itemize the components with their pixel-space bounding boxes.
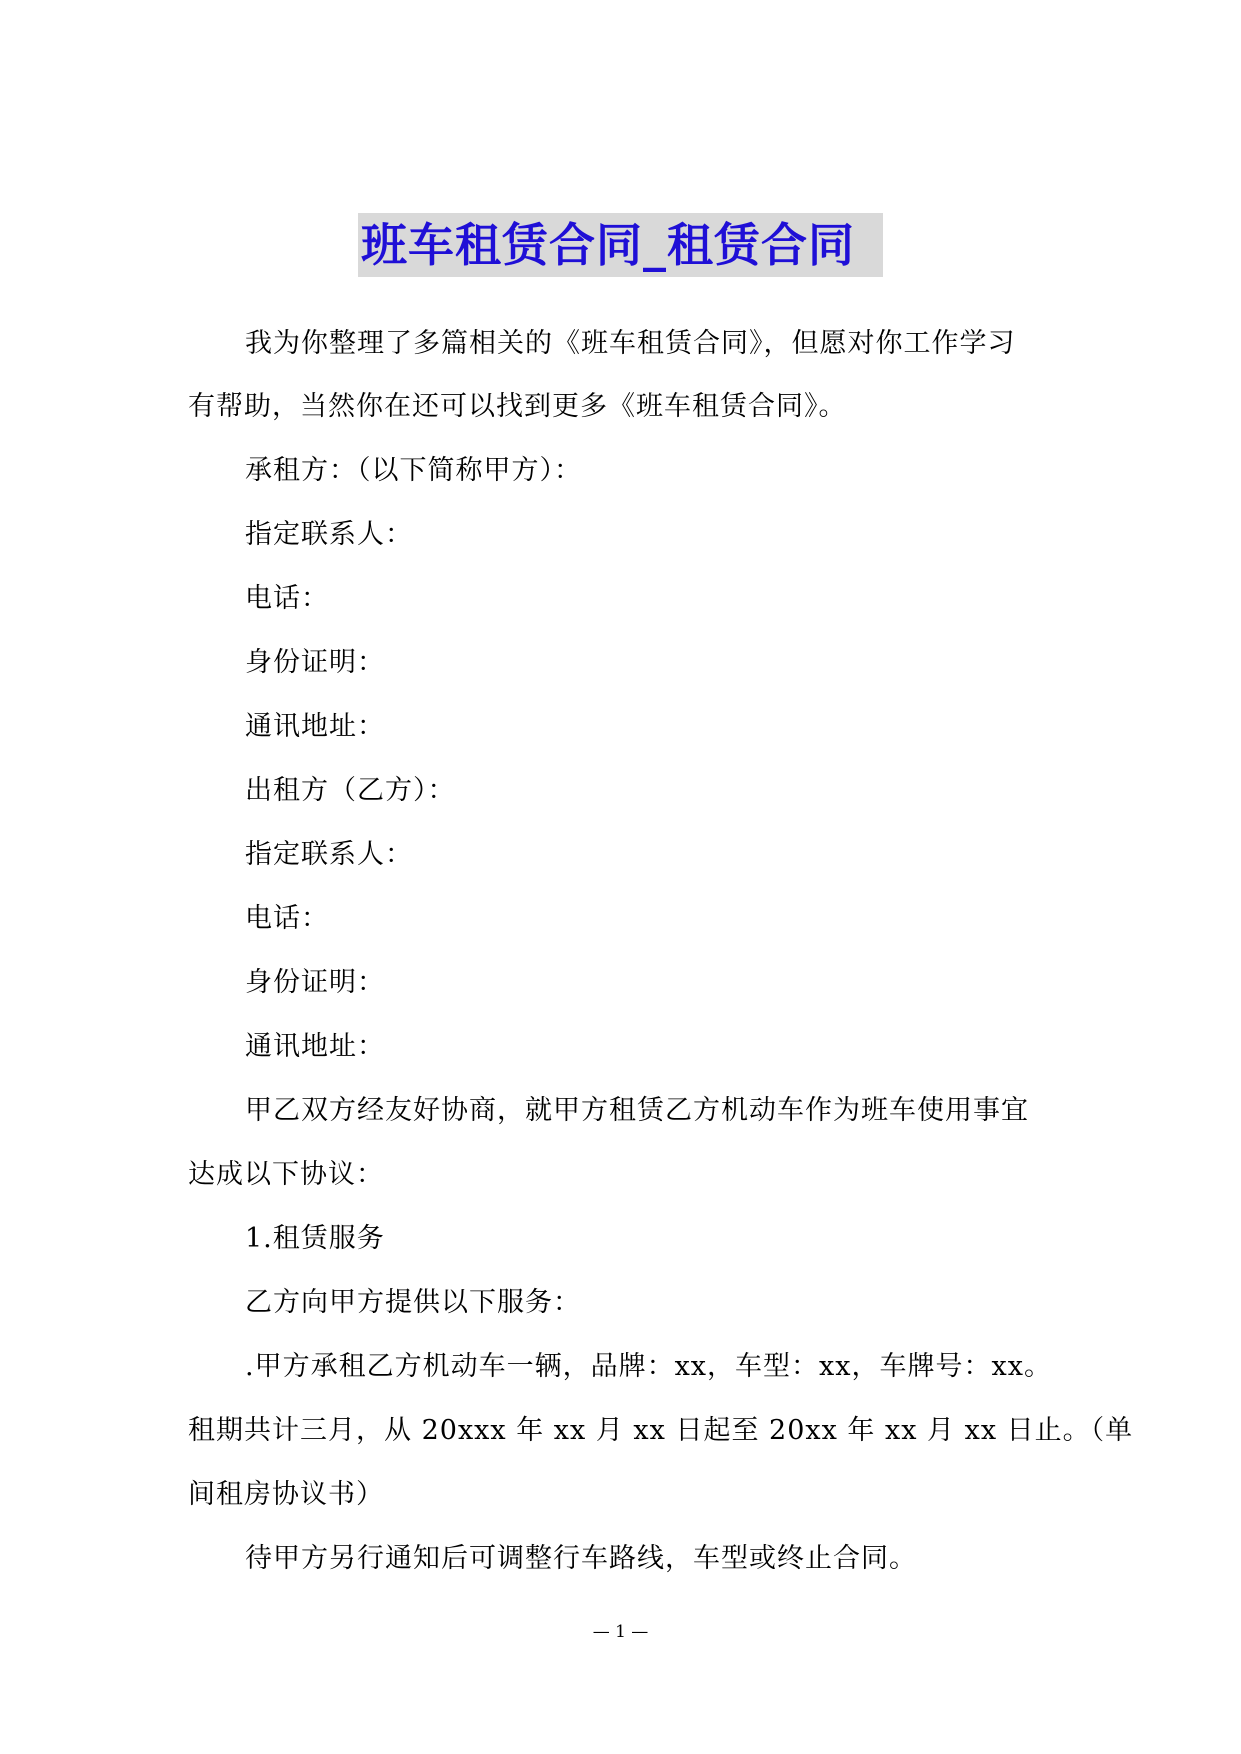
paragraph-line: 间租房协议书） bbox=[188, 1479, 384, 1510]
paragraph-line: 承租方：（以下简称甲方）： bbox=[245, 455, 582, 486]
document-title: 班车租赁合同_租赁合同 bbox=[358, 213, 883, 277]
paragraph-line: 达成以下协议： bbox=[188, 1159, 384, 1190]
paragraph-line: 电话： bbox=[245, 903, 329, 934]
title-container bbox=[0, 213, 1241, 277]
paragraph-line: 有帮助，当然你在还可以找到更多《班车租赁合同》。 bbox=[188, 391, 847, 422]
paragraph-line: 通讯地址： bbox=[245, 711, 385, 742]
paragraph-line: 乙方向甲方提供以下服务： bbox=[245, 1287, 581, 1318]
paragraph-line: 指定联系人： bbox=[245, 839, 413, 870]
page-number: — 1 — bbox=[592, 1622, 649, 1642]
paragraph-line: 出租方（乙方）： bbox=[245, 775, 456, 806]
paragraph-line: 通讯地址： bbox=[245, 1031, 385, 1062]
paragraph-line: 电话： bbox=[245, 583, 329, 614]
paragraph-line: 1.租赁服务 bbox=[245, 1223, 385, 1254]
paragraph-line: 身份证明： bbox=[245, 647, 385, 678]
paragraph-line: 指定联系人： bbox=[245, 519, 413, 550]
paragraph-line: .甲方承租乙方机动车一辆，品牌：xx，车型：xx，车牌号：xx。 bbox=[245, 1351, 1052, 1382]
paragraph-line: 甲乙双方经友好协商，就甲方租赁乙方机动车作为班车使用事宜 bbox=[245, 1095, 1029, 1126]
paragraph-line: 租期共计三月，从 20xxx 年 xx 月 xx 日起至 20xx 年 xx 月 xx 日止。（单 bbox=[188, 1415, 1134, 1446]
paragraph-line: 我为你整理了多篇相关的《班车租赁合同》，但愿对你工作学习 bbox=[245, 328, 1016, 359]
paragraph-line: 身份证明： bbox=[245, 967, 385, 998]
paragraph-line: 待甲方另行通知后可调整行车路线，车型或终止合同。 bbox=[245, 1543, 917, 1574]
